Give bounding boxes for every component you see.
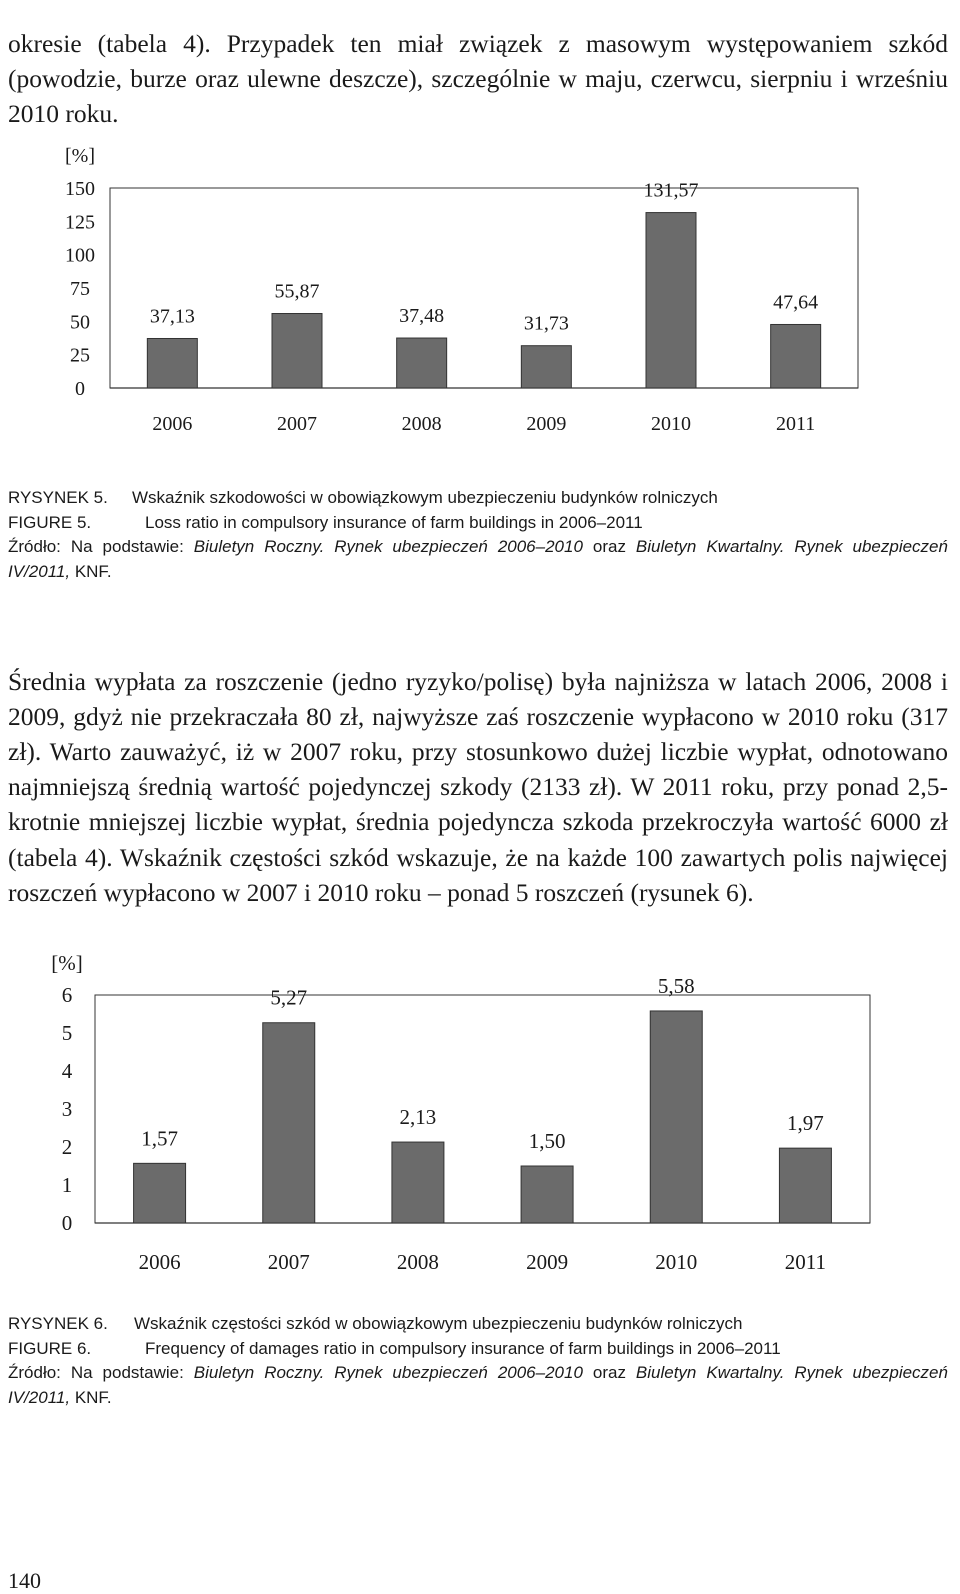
bar	[134, 1163, 186, 1223]
x-category-label: 2007	[267, 1250, 310, 1274]
figure6-title-en: Frequency of damages ratio in compulsory insurance of farm buildings in 2006–2011	[145, 1338, 781, 1358]
y-tick-label: 25	[70, 344, 90, 367]
figure6-source-prefix: Źródło: Na podstawie:	[8, 1363, 184, 1382]
figure5-source-mid: oraz	[592, 537, 626, 556]
bar	[263, 1023, 315, 1223]
bar-value-label: 37,48	[399, 305, 445, 328]
bar-value-label: 1,57	[141, 1126, 178, 1151]
figure6-label-en: FIGURE 6.	[8, 1338, 92, 1358]
figure5-label-pl: RYSYNEK 5.	[8, 488, 108, 507]
y-tick-label: 6	[61, 983, 73, 1007]
figure5-source-prefix: Źródło: Na podstawie:	[8, 537, 184, 556]
bar	[147, 338, 197, 388]
y-tick-label: 150	[65, 178, 95, 200]
bar	[779, 1148, 831, 1223]
figure6-label-pl: RYSYNEK 6.	[8, 1314, 108, 1333]
figure5-source-suffix: KNF.	[74, 561, 112, 581]
y-tick-label: 4	[61, 1059, 73, 1083]
figure6-source	[8, 1361, 948, 1410]
x-category-label: 2010	[651, 413, 691, 435]
y-tick-label: 0	[75, 378, 85, 400]
x-category-label: 2009	[526, 413, 567, 435]
x-category-label: 2011	[776, 413, 816, 435]
bar-value-label: 1,97	[787, 1111, 824, 1136]
figure6-source-suffix: KNF.	[74, 1387, 112, 1407]
bar	[771, 324, 821, 388]
bar	[650, 1011, 702, 1223]
damage-frequency-chart	[0, 943, 960, 1298]
figure6-title-pl: Wskaźnik częstości szkód w obowiązkowym ubezpieczeniu budynków rolniczych	[134, 1314, 743, 1333]
figure6-source-mid: oraz	[592, 1363, 626, 1382]
bar	[272, 314, 322, 388]
bar-value-label: 5,27	[270, 985, 308, 1010]
figure6-source-pub1: Biuletyn Roczny. Rynek ubezpieczeń 2006–2010	[193, 1363, 583, 1382]
x-category-label: 2009	[526, 1250, 569, 1274]
bar-value-label: 2,13	[399, 1105, 437, 1130]
figure5-title-en: Loss ratio in compulsory insurance of farm buildings in 2006–2011	[145, 512, 643, 532]
x-category-label: 2010	[655, 1250, 698, 1274]
figure5-label-en: FIGURE 5.	[8, 512, 92, 532]
x-category-label: 2008	[401, 413, 442, 435]
figure5-source	[8, 535, 948, 584]
y-tick-label: 1	[61, 1173, 73, 1197]
y-tick-label: 125	[65, 211, 95, 234]
page-number: 140	[8, 1568, 41, 1593]
loss-ratio-chart-svg	[0, 135, 960, 445]
figure5-caption	[8, 486, 948, 584]
x-category-label: 2007	[277, 413, 317, 435]
bar	[521, 1166, 573, 1223]
y-tick-label: 3	[61, 1097, 73, 1121]
plot-frame	[95, 995, 870, 1223]
x-category-label: 2008	[396, 1250, 439, 1274]
y-tick-label: 75	[70, 278, 90, 300]
x-category-label: 2006	[138, 1250, 181, 1274]
intro-paragraph: okresie (tabela 4). Przypadek ten miał związek z masowym występowaniem szkód (powodzie, burze oraz ulewne deszcze), szczególnie w maju, czerwcu, sierpniu i wrześniu 2010 roku.	[8, 28, 948, 128]
bar-value-label: 37,13	[149, 305, 195, 328]
y-axis-label: [%]	[65, 145, 95, 167]
x-category-label: 2006	[152, 413, 193, 435]
bar-value-label: 47,64	[773, 291, 819, 314]
y-tick-label: 50	[70, 311, 90, 334]
bar	[397, 338, 447, 388]
y-tick-label: 5	[61, 1021, 73, 1045]
bar	[392, 1142, 444, 1223]
bar-value-label: 5,58	[657, 973, 695, 998]
figure5-title-pl: Wskaźnik szkodowości w obowiązkowym ubezpieczeniu budynków rolniczych	[132, 488, 718, 507]
x-category-label: 2011	[784, 1250, 827, 1274]
bar-value-label: 31,73	[523, 312, 569, 335]
body-paragraph: Średnia wypłata za roszczenie (jedno ryzyko/polisę) była najniższa w latach 2006, 2008 i 2009, gdyż nie przekraczała 80 zł, najwyższe zaś roszczenie wypłacono w 2010 roku (317 zł). Warto zauważyć, iż w 2007 roku, przy stosunkowo dużej liczbie wypłat, odnotowano najmniejszą średnią wartość pojedynczej szkody (2133 zł). W 2011 roku, przy ponad 2,5-krotnie mniejszej liczbie wypłat, średnia pojedyncza szkoda przekroczyła wartość 6000 zł (tabela 4). Wskaźnik częstości szkód wskazuje, że na każde 100 zawartych polis najwięcej roszczeń wypłacono w 2007 i 2010 roku – ponad 5 roszczeń (rysunek 6).	[8, 666, 948, 907]
y-tick-label: 100	[65, 244, 95, 267]
plot-frame	[110, 188, 858, 388]
bar	[646, 213, 696, 388]
bar-value-label: 55,87	[274, 280, 320, 303]
damage-frequency-chart-svg	[0, 943, 960, 1293]
y-axis-label: [%]	[51, 951, 83, 975]
figure5-source-pub1: Biuletyn Roczny. Rynek ubezpieczeń 2006–2010	[193, 537, 583, 556]
loss-ratio-chart	[0, 135, 960, 450]
y-tick-label: 0	[61, 1211, 73, 1235]
figure5-source-pub2: Biuletyn Kwartalny. Rynek ubezpieczeń IV/2011,	[8, 537, 948, 581]
bar	[521, 346, 571, 388]
figure6-source-pub2: Biuletyn Kwartalny. Rynek ubezpieczeń IV/2011,	[8, 1363, 948, 1407]
bar-value-label: 1,50	[528, 1129, 566, 1153]
figure6-caption	[8, 1312, 948, 1410]
y-tick-label: 2	[61, 1135, 73, 1159]
bar-value-label: 131,57	[643, 179, 699, 202]
